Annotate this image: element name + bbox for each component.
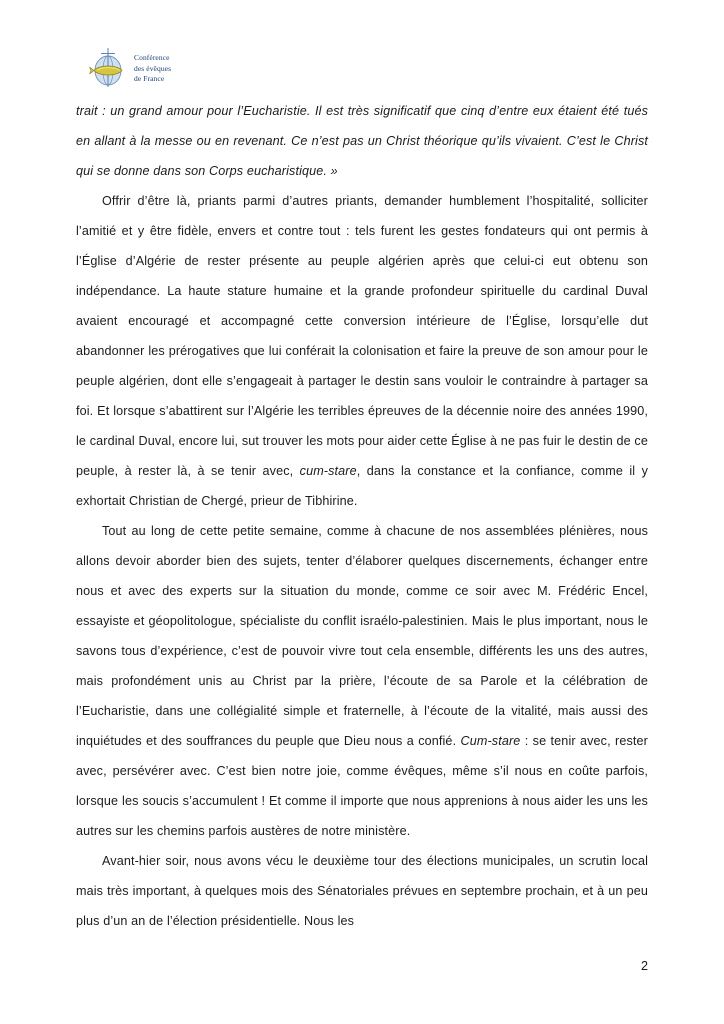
paragraph-quote: trait : un grand amour pour l’Eucharistie. Il est très significatif que cinq d’entre eux étaient été tués en allant à la messe ou en revenant. Ce n’est pas un Christ théorique qu’ils vivaient. C’est le Christ qui se donne dans son Corps eucharistique. » xyxy=(76,104,648,178)
logo-line-3: de France xyxy=(134,74,165,84)
paragraph-elections: Avant-hier soir, nous avons vécu le deuxième tour des élections municipales, un scrutin local mais très important, à quelques mois des Sénatoriales prévues en septembre prochain, et à un peu plus d’un an de l’élection présidentielle. Nous les xyxy=(76,854,648,928)
logo-line-2: des évêques xyxy=(134,63,172,73)
latin-term-cum-stare: cum-stare xyxy=(299,464,357,478)
paragraph-algerie-part-2: , dans la constance et la confiance, comme il y exhortait Christian de Chergé, prieur de Tibhirine. xyxy=(76,464,648,508)
logo-line-1: Conférence xyxy=(134,53,170,63)
paragraph-semaine xyxy=(76,516,648,846)
paragraph-algerie-part-1: Offrir d’être là, priants parmi d’autres priants, demander humblement l’hospitalité, solliciter l’amitié et y être fidèle, envers et contre tout : tels furent les gestes fondateurs qui ont permis à l’Église d’Algérie de rester présente au peuple algérien après que celui-ci eut obtenu son indépendance. La haute stature humaine et la grande profondeur spirituelle du cardinal Duval avaient encouragé et accompagné cette conversion intérieure de l’Église, lorsqu’elle dut abandonner les prérogatives que lui conférait la colonisation et faire la preuve de son amour pour le peuple algérien, dont elle s’engageait à partager le destin sans vouloir le contraindre à partager sa foi. Et lorsque s’abattirent sur l’Algérie les terribles épreuves de la décennie noire des années 1990, le cardinal Duval, encore lui, sut trouver les mots pour aider cette Église à ne pas fuir le destin de ce peuple, à rester là, à se tenir avec, xyxy=(76,194,648,478)
page-number: 2 xyxy=(640,959,648,973)
paragraph-algerie xyxy=(76,186,648,516)
document-body xyxy=(76,96,648,936)
paragraph-semaine-part-1: Tout au long de cette petite semaine, comme à chacune de nos assemblées plénières, nous allons devoir aborder bien des sujets, tenter d’élaborer quelques discernements, échanger entre nous et avec des experts sur la situation du monde, comme ce soir avec M. Frédéric Encel, essayiste et géopolitologue, spécialiste du conflit israélo-palestinien. Mais le plus important, nous le savons tous d’expérience, c’est de pouvoir vivre tout cela ensemble, différents les uns des autres, mais profondément unis au Christ par la prière, l’écoute de sa Parole et la célébration de l’Eucharistie, dans une collégialité simple et fraternelle, à l’écoute de la vitalité, mais aussi des inquiétudes et des souffrances du peuple que Dieu nous a confié. xyxy=(76,524,648,748)
cef-globe-cross-fish-logo xyxy=(88,46,128,88)
logo-wordmark xyxy=(134,49,171,85)
paragraph-semaine-part-2: : se tenir avec, rester avec, persévérer avec. C’est bien notre joie, comme évêques, même s’il nous en coûte parfois, lorsque les soucis s’accumulent ! Et comme il importe que nous apprenions à nous aider les uns les autres sur les chemins parfois austères de notre ministère. xyxy=(76,734,648,838)
latin-term-cum-stare-2: Cum-stare xyxy=(460,734,521,748)
letterhead-logo xyxy=(88,46,171,88)
